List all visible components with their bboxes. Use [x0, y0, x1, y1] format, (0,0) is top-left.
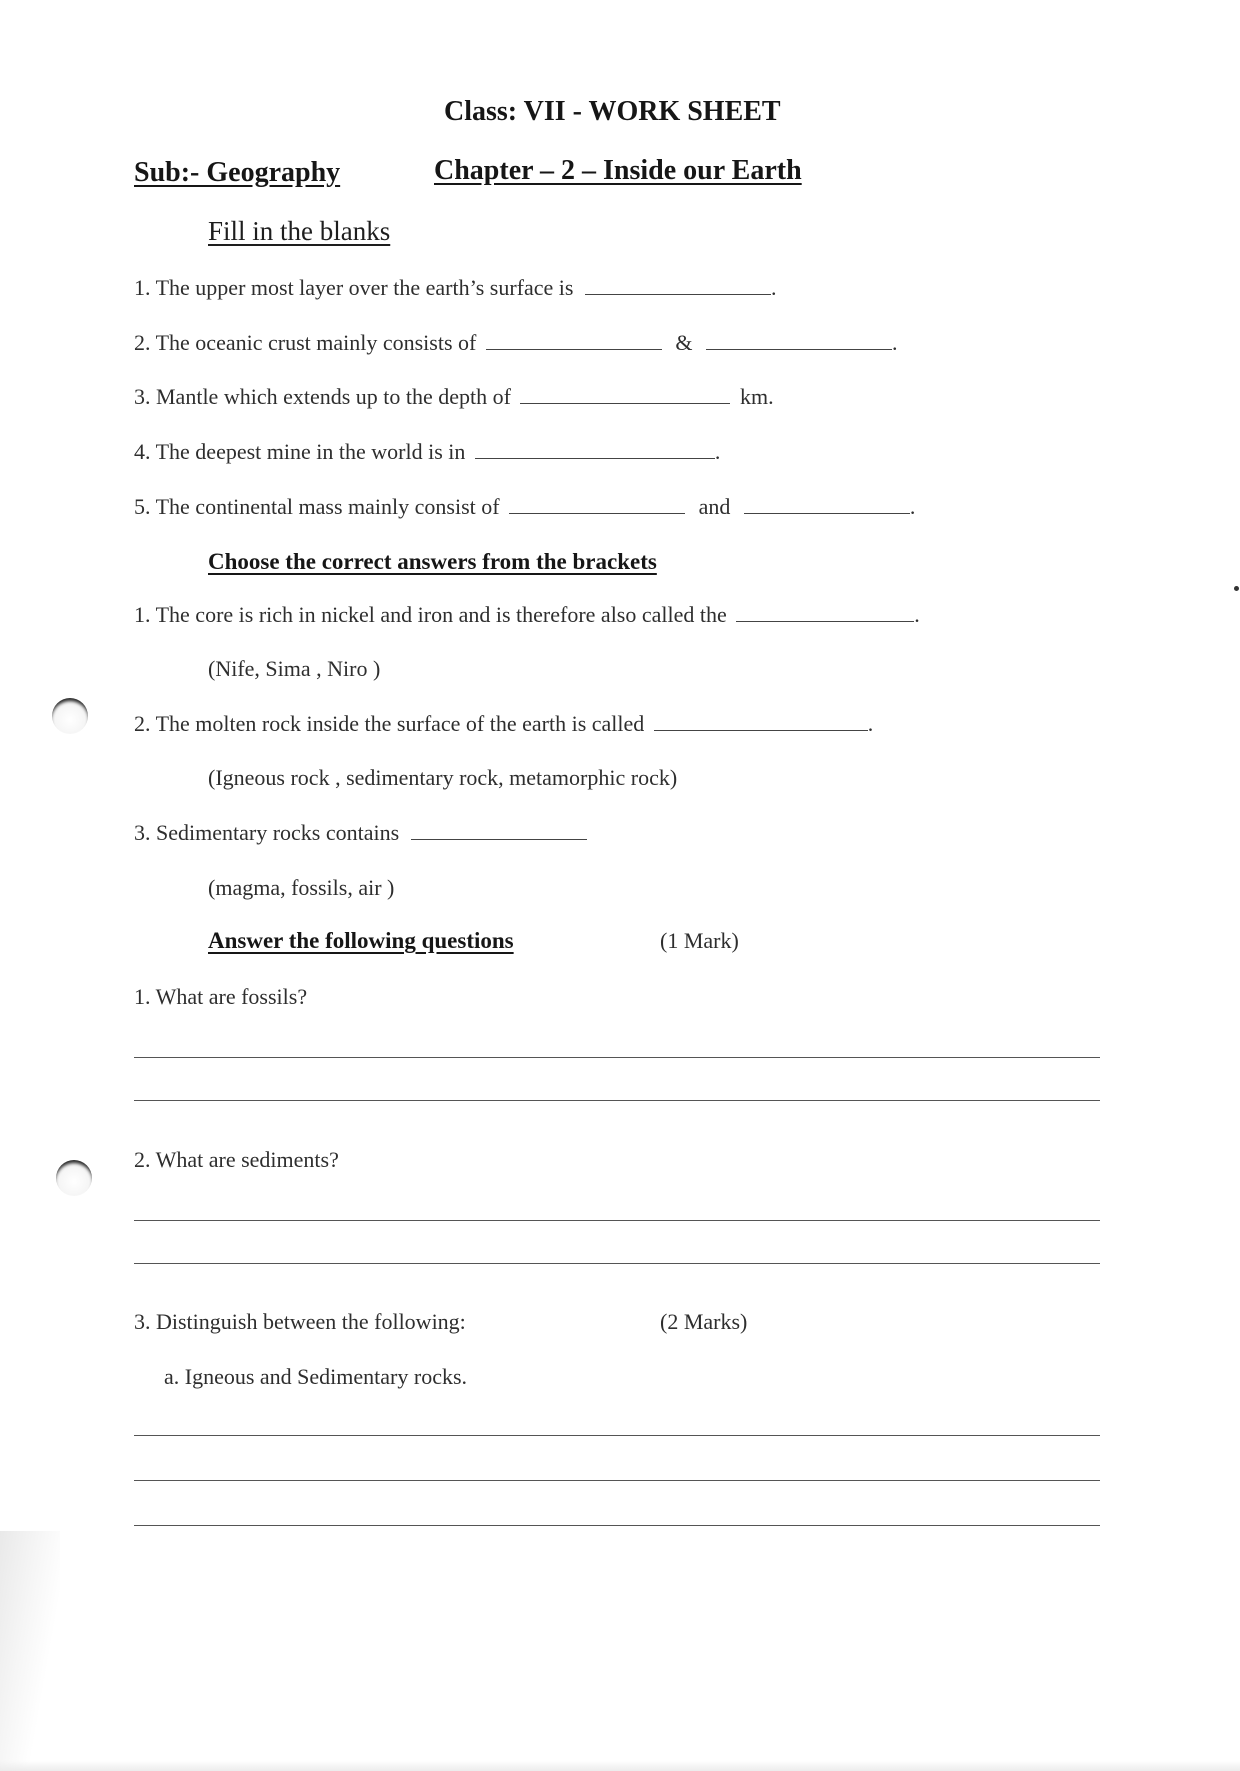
- answer-question-1: 1. What are fossils?: [134, 984, 308, 1009]
- fill-question-2-end: .: [891, 330, 898, 355]
- fill-question-2: [134, 330, 897, 356]
- fill-question-5-mid: and: [698, 494, 731, 519]
- choose-question-1-blank[interactable]: [736, 603, 914, 622]
- answer-2-line-2[interactable]: [134, 1263, 1100, 1264]
- answer-heading: Answer the following questions: [208, 928, 514, 953]
- choose-question-2-text: 2. The molten rock inside the surface of the earth is called: [134, 711, 645, 736]
- fill-question-3-text: 3. Mantle which extends up to the depth of: [134, 384, 511, 409]
- fill-question-4-blank[interactable]: [475, 440, 715, 459]
- answer-1-line-2[interactable]: [134, 1100, 1100, 1101]
- choose-question-2-blank[interactable]: [654, 712, 868, 731]
- scan-speck: [1234, 586, 1239, 591]
- answer-3-line-2[interactable]: [134, 1480, 1100, 1481]
- choose-question-2-options: (Igneous rock , sedimentary rock, metamorphic rock): [208, 765, 678, 790]
- fill-question-2-blank-1[interactable]: [486, 331, 662, 350]
- choose-question-1-end: .: [914, 602, 920, 627]
- punch-hole-top: [52, 698, 88, 734]
- page-bottom-shadow: [0, 1761, 1240, 1771]
- answer-3-line-1[interactable]: [134, 1435, 1100, 1436]
- fill-question-2-text: 2. The oceanic crust mainly consists of: [134, 330, 477, 355]
- fill-question-4-text: 4. The deepest mine in the world is in: [134, 439, 466, 464]
- answer-question-3-marks: (2 Marks): [660, 1309, 748, 1334]
- fill-question-4-end: .: [714, 439, 721, 464]
- worksheet-title: Class: VII - WORK SHEET: [444, 96, 781, 127]
- choose-question-3-text: 3. Sedimentary rocks contains: [134, 820, 400, 845]
- answer-question-3: 3. Distinguish between the following:: [134, 1309, 466, 1334]
- fill-question-3: [134, 384, 774, 410]
- answer-marks: (1 Mark): [660, 928, 739, 953]
- page-edge-shadow: [0, 1531, 60, 1771]
- choose-question-2-end: .: [867, 711, 874, 736]
- choose-heading: Choose the correct answers from the brackets: [208, 549, 657, 574]
- fill-question-2-mid: &: [675, 330, 693, 355]
- answer-2-line-1[interactable]: [134, 1220, 1100, 1221]
- fill-question-5-end: .: [909, 494, 916, 519]
- fill-question-5-blank-2[interactable]: [744, 495, 910, 514]
- fill-question-1-end: .: [770, 275, 777, 300]
- punch-hole-bottom: [56, 1160, 92, 1196]
- fill-question-1-blank[interactable]: [585, 276, 771, 295]
- fill-question-5-text: 5. The continental mass mainly consist of: [134, 494, 500, 519]
- fill-question-3-blank[interactable]: [520, 385, 730, 404]
- choose-question-1: [134, 602, 920, 628]
- choose-question-1-options: (Nife, Sima , Niro ): [208, 656, 381, 681]
- answer-question-2: 2. What are sediments?: [134, 1147, 339, 1172]
- fill-question-1: [134, 275, 776, 301]
- choose-question-2: [134, 711, 873, 737]
- answer-question-3a: a. Igneous and Sedimentary rocks.: [164, 1364, 468, 1389]
- fill-question-2-blank-2[interactable]: [706, 331, 892, 350]
- answer-1-line-1[interactable]: [134, 1057, 1100, 1058]
- fill-question-3-end: km.: [739, 384, 774, 409]
- choose-question-1-text: 1. The core is rich in nickel and iron and is therefore also called the: [134, 602, 727, 627]
- choose-question-3-options: (magma, fossils, air ): [208, 875, 395, 900]
- fill-blanks-heading: Fill in the blanks: [208, 216, 391, 246]
- choose-question-3: [134, 820, 587, 846]
- fill-question-5: [134, 494, 915, 520]
- chapter-heading: Chapter – 2 – Inside our Earth: [434, 155, 802, 186]
- fill-question-5-blank-1[interactable]: [509, 495, 685, 514]
- choose-question-3-blank[interactable]: [411, 821, 587, 840]
- answer-3-line-3[interactable]: [134, 1525, 1100, 1526]
- fill-question-4: [134, 439, 720, 465]
- subject-heading: Sub:- Geography: [134, 157, 341, 188]
- fill-question-1-text: 1. The upper most layer over the earth’s surface is: [134, 275, 574, 300]
